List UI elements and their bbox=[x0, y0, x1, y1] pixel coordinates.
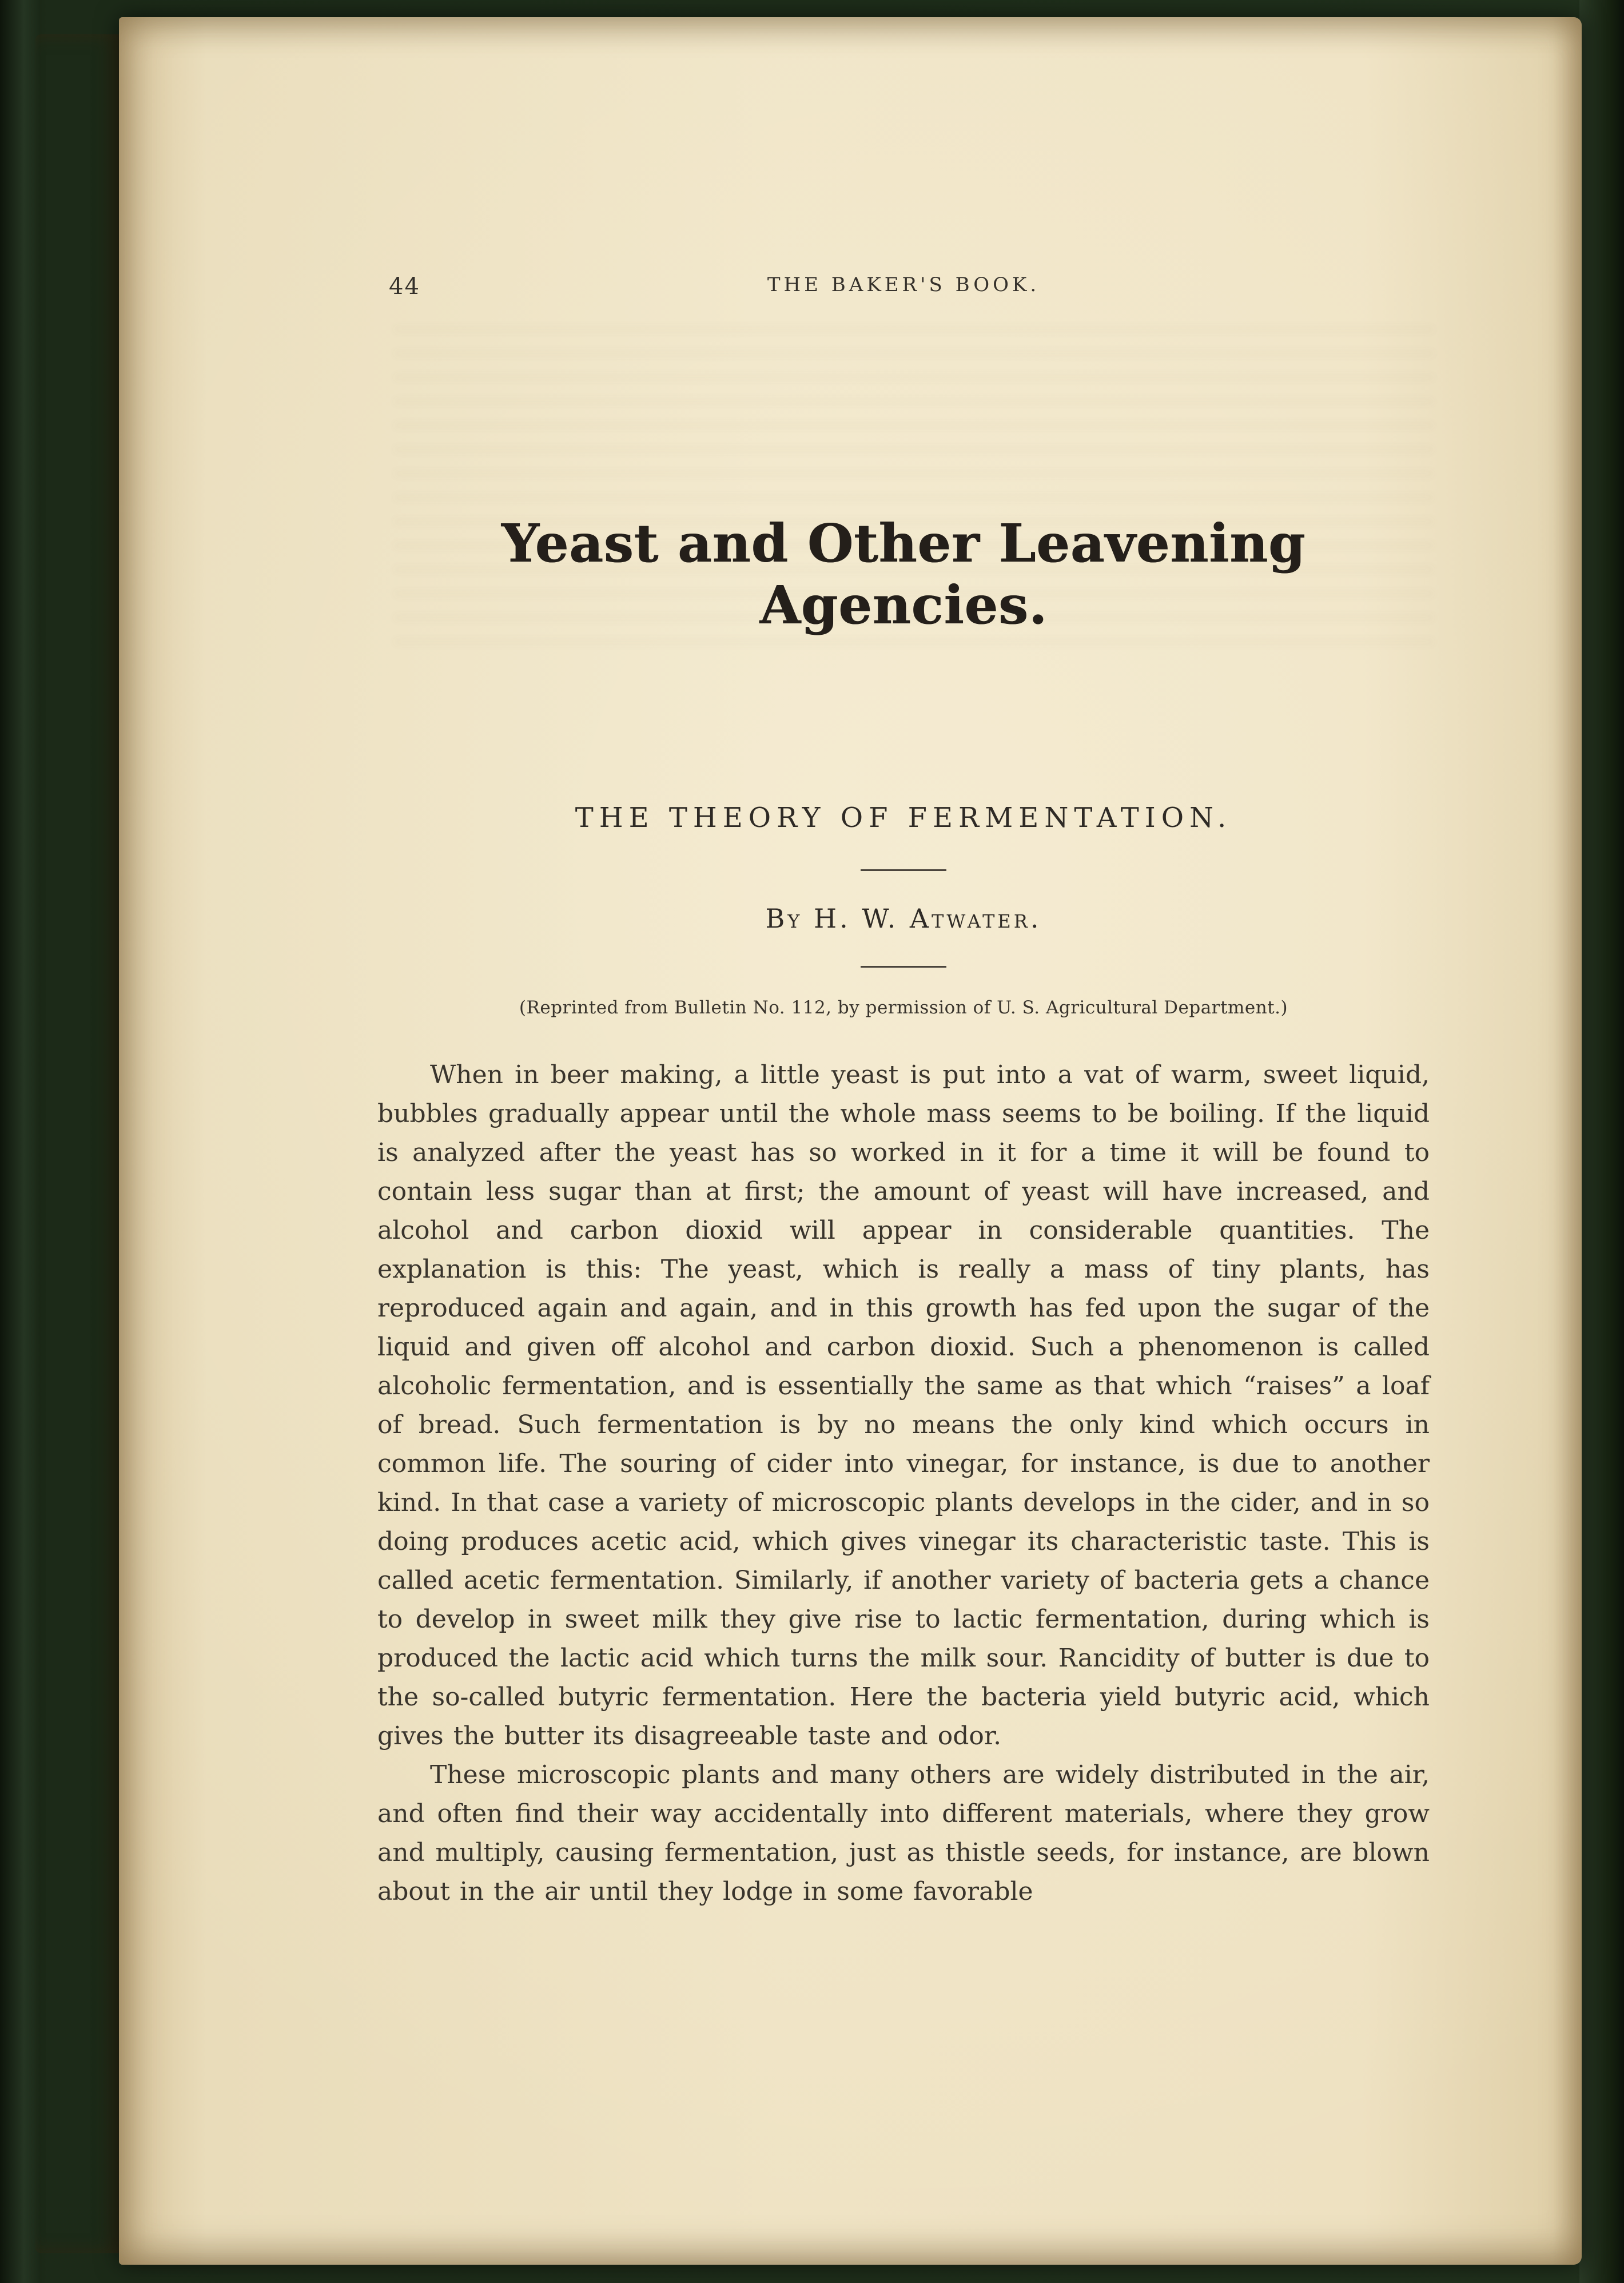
reprint-note: (Reprinted from Bulletin No. 112, by permission of U. S. Agricultural Department.) bbox=[519, 997, 1288, 1018]
book-cover-right bbox=[1579, 0, 1624, 2283]
body-paragraph: These microscopic plants and many others are widely distributed in the air, and often find their way accidentally into different materials, where they grow and multiply, causing fermentation, just as thistle seeds, for instance, are blown about in the air until they lodge in some favorable bbox=[377, 1760, 1430, 1906]
running-header: THE BAKER'S BOOK. bbox=[767, 273, 1040, 296]
book-page bbox=[119, 17, 1582, 2265]
body-text bbox=[377, 1056, 1430, 1911]
body-paragraph: When in beer making, a little yeast is put into a vat of warm, sweet liquid, bubbles gradually appear until the whole mass seems to be boiling. If the liquid is analyzed after the yeast has so worked in it for a time it will be found to contain less sugar than at first; the amount of yeast will have increased, and alcohol and carbon dioxid will appear in considerable quantities. The explanation is this: The yeast, which is really a mass of tiny plants, has reproduced again and again, and in this growth has fed upon the sugar of the liquid and given off alcohol and carbon dioxid. Such a phenomenon is called alcoholic fermentation, and is essentially the same as that which “raises” a loaf of bread. Such fermentation is by no means the only kind which occurs in common life. The souring of cider into vinegar, for instance, is due to another kind. In that case a variety of microscopic plants develops in the cider, and in so doing produces acetic acid, which gives vinegar its characteristic taste. This is called acetic fermentation. Similarly, if another variety of bacteria gets a chance to develop in sweet milk they give rise to lactic fermentation, during which is produced the lactic acid which turns the milk sour. Rancidity of butter is due to the so-called butyric fermentation. Here the bacteria yield butyric acid, which gives the butter its disagreeable taste and odor. bbox=[377, 1060, 1430, 1751]
page-content bbox=[377, 17, 1430, 1911]
divider-rule-bottom bbox=[861, 966, 946, 968]
byline: By H. W. Atwater. bbox=[765, 903, 1042, 934]
divider-rule-top bbox=[861, 869, 946, 871]
section-heading: THE THEORY OF FERMENTATION. bbox=[575, 802, 1232, 834]
book-cover-left bbox=[0, 0, 40, 2283]
page-number: 44 bbox=[389, 273, 420, 300]
page-header bbox=[377, 273, 1430, 301]
chapter-title: Yeast and Other Leavening Agencies. bbox=[501, 512, 1306, 636]
page-edges-stack bbox=[35, 34, 121, 2253]
